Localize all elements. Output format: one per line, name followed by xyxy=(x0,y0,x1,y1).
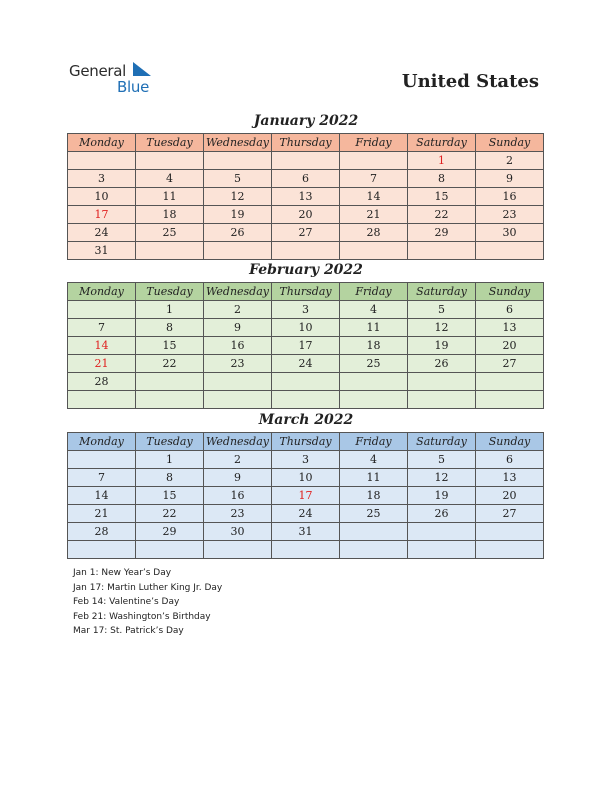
day-cell: 2 xyxy=(204,301,272,319)
day-cell: 23 xyxy=(204,505,272,523)
day-cell: 26 xyxy=(408,355,476,373)
week-row xyxy=(68,152,544,170)
day-cell xyxy=(204,152,272,170)
day-cell: 25 xyxy=(340,505,408,523)
calendar-march xyxy=(67,432,544,559)
day-cell xyxy=(68,152,136,170)
day-cell xyxy=(272,152,340,170)
day-cell: 13 xyxy=(476,469,544,487)
holiday-list-item: Mar 17: St. Patrick’s Day xyxy=(73,626,184,636)
weekday-header-tuesday: Tuesday xyxy=(136,134,204,152)
day-cell: 27 xyxy=(476,355,544,373)
day-cell xyxy=(476,391,544,409)
day-cell: 16 xyxy=(204,487,272,505)
weekday-header-thursday: Thursday xyxy=(272,433,340,451)
day-cell: 19 xyxy=(408,487,476,505)
day-cell: 11 xyxy=(340,469,408,487)
day-cell xyxy=(136,541,204,559)
day-cell xyxy=(136,373,204,391)
day-cell: 1 xyxy=(136,451,204,469)
day-cell: 21 xyxy=(68,355,136,373)
day-cell xyxy=(340,373,408,391)
day-cell xyxy=(136,391,204,409)
day-cell xyxy=(68,301,136,319)
day-cell: 8 xyxy=(136,319,204,337)
day-cell: 17 xyxy=(272,487,340,505)
day-cell: 25 xyxy=(136,224,204,242)
weekday-header-friday: Friday xyxy=(340,283,408,301)
logo-triangle-icon xyxy=(133,62,153,76)
day-cell xyxy=(340,391,408,409)
weekday-header-tuesday: Tuesday xyxy=(136,283,204,301)
day-cell: 21 xyxy=(340,206,408,224)
weekday-header-monday: Monday xyxy=(68,433,136,451)
week-row xyxy=(68,188,544,206)
weekday-header-thursday: Thursday xyxy=(272,283,340,301)
day-cell: 23 xyxy=(476,206,544,224)
day-cell: 22 xyxy=(408,206,476,224)
day-cell: 7 xyxy=(340,170,408,188)
weekday-header-sunday: Sunday xyxy=(476,433,544,451)
day-cell: 28 xyxy=(68,373,136,391)
weekday-header-saturday: Saturday xyxy=(408,134,476,152)
day-cell: 29 xyxy=(136,523,204,541)
weekday-header-sunday: Sunday xyxy=(476,134,544,152)
day-cell: 27 xyxy=(272,224,340,242)
month-title-january: January 2022 xyxy=(253,113,359,129)
day-cell: 12 xyxy=(204,188,272,206)
day-cell: 24 xyxy=(272,505,340,523)
day-cell xyxy=(272,541,340,559)
day-cell xyxy=(408,541,476,559)
day-cell xyxy=(340,541,408,559)
day-cell: 4 xyxy=(340,451,408,469)
week-row xyxy=(68,451,544,469)
weekday-header-row xyxy=(68,134,544,152)
day-cell: 17 xyxy=(68,206,136,224)
day-cell: 28 xyxy=(340,224,408,242)
day-cell xyxy=(272,391,340,409)
day-cell xyxy=(340,152,408,170)
month-title-march: March 2022 xyxy=(258,412,354,428)
day-cell: 5 xyxy=(408,451,476,469)
holiday-list-item: Jan 1: New Year’s Day xyxy=(73,568,172,578)
day-cell: 20 xyxy=(476,487,544,505)
day-cell xyxy=(68,391,136,409)
day-cell xyxy=(68,541,136,559)
holiday-list-item: Feb 14: Valentine’s Day xyxy=(73,597,180,607)
day-cell: 24 xyxy=(272,355,340,373)
day-cell: 28 xyxy=(68,523,136,541)
month-title-february: February 2022 xyxy=(249,262,363,278)
week-row xyxy=(68,337,544,355)
day-cell: 1 xyxy=(408,152,476,170)
day-cell xyxy=(408,242,476,260)
day-cell: 8 xyxy=(408,170,476,188)
logo-word-general: General xyxy=(69,62,127,80)
day-cell: 1 xyxy=(136,301,204,319)
day-cell: 27 xyxy=(476,505,544,523)
holiday-list xyxy=(73,566,222,639)
day-cell: 30 xyxy=(476,224,544,242)
day-cell: 12 xyxy=(408,469,476,487)
week-row xyxy=(68,170,544,188)
weekday-header-friday: Friday xyxy=(340,134,408,152)
day-cell xyxy=(476,523,544,541)
day-cell: 14 xyxy=(68,337,136,355)
week-row xyxy=(68,469,544,487)
day-cell xyxy=(408,373,476,391)
day-cell: 3 xyxy=(272,301,340,319)
day-cell: 24 xyxy=(68,224,136,242)
day-cell: 16 xyxy=(476,188,544,206)
day-cell: 15 xyxy=(136,487,204,505)
day-cell: 7 xyxy=(68,469,136,487)
week-row xyxy=(68,319,544,337)
day-cell: 5 xyxy=(408,301,476,319)
day-cell xyxy=(340,523,408,541)
day-cell: 14 xyxy=(68,487,136,505)
weekday-header-monday: Monday xyxy=(68,134,136,152)
week-row xyxy=(68,355,544,373)
weekday-header-saturday: Saturday xyxy=(408,283,476,301)
day-cell xyxy=(408,391,476,409)
day-cell: 19 xyxy=(408,337,476,355)
holiday-list-item: Jan 17: Martin Luther King Jr. Day xyxy=(73,582,223,593)
week-row xyxy=(68,242,544,260)
day-cell: 10 xyxy=(272,319,340,337)
day-cell xyxy=(476,541,544,559)
day-cell xyxy=(272,242,340,260)
weekday-header-wednesday: Wednesday xyxy=(204,134,272,152)
day-cell: 11 xyxy=(340,319,408,337)
day-cell: 2 xyxy=(476,152,544,170)
holiday-list-item: Feb 21: Washington’s Birthday xyxy=(73,611,211,622)
day-cell: 31 xyxy=(272,523,340,541)
day-cell: 11 xyxy=(136,188,204,206)
day-cell: 2 xyxy=(204,451,272,469)
day-cell xyxy=(476,373,544,391)
day-cell: 30 xyxy=(204,523,272,541)
day-cell: 16 xyxy=(204,337,272,355)
week-row xyxy=(68,541,544,559)
day-cell: 17 xyxy=(272,337,340,355)
day-cell: 9 xyxy=(476,170,544,188)
day-cell: 18 xyxy=(340,337,408,355)
day-cell xyxy=(408,523,476,541)
day-cell xyxy=(204,242,272,260)
day-cell xyxy=(340,242,408,260)
day-cell: 21 xyxy=(68,505,136,523)
day-cell: 29 xyxy=(408,224,476,242)
week-row xyxy=(68,373,544,391)
day-cell: 15 xyxy=(408,188,476,206)
day-cell: 7 xyxy=(68,319,136,337)
day-cell: 13 xyxy=(272,188,340,206)
day-cell: 10 xyxy=(68,188,136,206)
day-cell: 18 xyxy=(136,206,204,224)
day-cell: 13 xyxy=(476,319,544,337)
weekday-header-friday: Friday xyxy=(340,433,408,451)
day-cell xyxy=(476,242,544,260)
day-cell xyxy=(272,373,340,391)
logo xyxy=(69,62,169,98)
country-title: United States xyxy=(401,71,539,92)
weekday-header-wednesday: Wednesday xyxy=(204,433,272,451)
day-cell: 4 xyxy=(136,170,204,188)
day-cell: 31 xyxy=(68,242,136,260)
day-cell: 20 xyxy=(476,337,544,355)
day-cell xyxy=(204,373,272,391)
day-cell xyxy=(136,242,204,260)
day-cell: 25 xyxy=(340,355,408,373)
day-cell: 5 xyxy=(204,170,272,188)
calendar-february xyxy=(67,282,544,409)
weekday-header-tuesday: Tuesday xyxy=(136,433,204,451)
weekday-header-row xyxy=(68,283,544,301)
day-cell: 23 xyxy=(204,355,272,373)
day-cell: 8 xyxy=(136,469,204,487)
day-cell: 6 xyxy=(476,451,544,469)
week-row xyxy=(68,206,544,224)
week-row xyxy=(68,505,544,523)
day-cell: 22 xyxy=(136,355,204,373)
weekday-header-sunday: Sunday xyxy=(476,283,544,301)
week-row xyxy=(68,224,544,242)
logo-word-blue: Blue xyxy=(117,78,149,96)
day-cell: 12 xyxy=(408,319,476,337)
calendar-january xyxy=(67,133,544,260)
day-cell: 6 xyxy=(272,170,340,188)
day-cell xyxy=(204,391,272,409)
weekday-header-wednesday: Wednesday xyxy=(204,283,272,301)
day-cell: 18 xyxy=(340,487,408,505)
day-cell: 19 xyxy=(204,206,272,224)
day-cell: 9 xyxy=(204,319,272,337)
day-cell xyxy=(204,541,272,559)
weekday-header-saturday: Saturday xyxy=(408,433,476,451)
day-cell: 3 xyxy=(68,170,136,188)
weekday-header-row xyxy=(68,433,544,451)
day-cell: 26 xyxy=(204,224,272,242)
weekday-header-monday: Monday xyxy=(68,283,136,301)
day-cell xyxy=(68,451,136,469)
day-cell: 9 xyxy=(204,469,272,487)
week-row xyxy=(68,487,544,505)
day-cell: 22 xyxy=(136,505,204,523)
week-row xyxy=(68,391,544,409)
day-cell: 6 xyxy=(476,301,544,319)
weekday-header-thursday: Thursday xyxy=(272,134,340,152)
day-cell: 26 xyxy=(408,505,476,523)
day-cell xyxy=(136,152,204,170)
day-cell: 10 xyxy=(272,469,340,487)
day-cell: 15 xyxy=(136,337,204,355)
day-cell: 3 xyxy=(272,451,340,469)
week-row xyxy=(68,523,544,541)
day-cell: 20 xyxy=(272,206,340,224)
week-row xyxy=(68,301,544,319)
day-cell: 14 xyxy=(340,188,408,206)
day-cell: 4 xyxy=(340,301,408,319)
